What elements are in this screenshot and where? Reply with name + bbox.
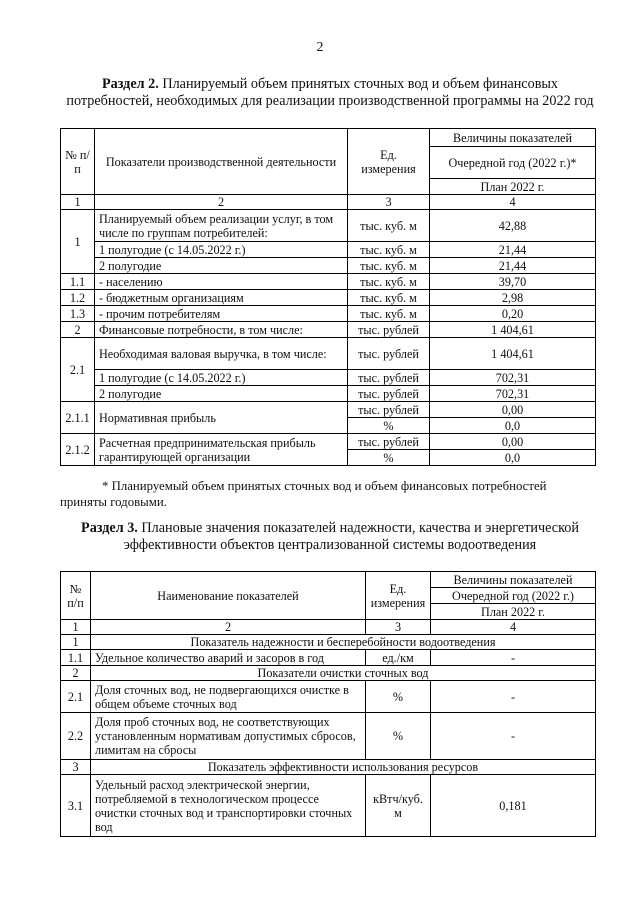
header-year: Очередной год (2022 г.): [431, 588, 596, 604]
row-value: 21,44: [430, 258, 596, 274]
group-title: Показатель эффективности использования ресурсов: [91, 760, 596, 775]
row-num: 2.1.1: [61, 402, 95, 434]
header-name: Наименование показателей: [91, 572, 366, 620]
group-num: 2: [61, 666, 91, 681]
row-unit: %: [366, 713, 431, 760]
index-cell: 4: [430, 195, 596, 210]
section2-heading: [60, 76, 600, 110]
row-unit: %: [366, 681, 431, 713]
row-unit: тыс. куб. м: [348, 242, 430, 258]
section3-heading: [60, 520, 600, 554]
row-unit: %: [348, 418, 430, 434]
row-num: 2.1.2: [61, 434, 95, 466]
row-value: 21,44: [430, 242, 596, 258]
header-plan: План 2022 г.: [430, 179, 596, 195]
row-value: 702,31: [430, 386, 596, 402]
header-plan: План 2022 г.: [431, 604, 596, 620]
row-value: 0,181: [431, 775, 596, 837]
group-num: 1: [61, 635, 91, 650]
index-cell: 3: [366, 620, 431, 635]
header-num: № п/п: [61, 572, 91, 620]
header-name: Показатели производственной деятельности: [95, 129, 348, 195]
index-cell: 3: [348, 195, 430, 210]
section3-heading-label: Раздел 3.: [81, 520, 138, 536]
row-num: 2: [61, 322, 95, 338]
section3-table: [60, 571, 596, 837]
group-title: Показатель надежности и бесперебойности водоотведения: [91, 635, 596, 650]
group-title: Показатели очистки сточных вод: [91, 666, 596, 681]
row-unit: тыс. рублей: [348, 338, 430, 370]
row-num: 2.1: [61, 681, 91, 713]
row-num: 1: [61, 210, 95, 274]
row-name: 1 полугодие (с 14.05.2022 г.): [95, 242, 348, 258]
row-value: 0,0: [430, 450, 596, 466]
row-value: 42,88: [430, 210, 596, 242]
row-unit: тыс. рублей: [348, 322, 430, 338]
row-value: -: [431, 650, 596, 666]
index-cell: 2: [91, 620, 366, 635]
header-values: Величины показателей: [431, 572, 596, 588]
row-value: 1 404,61: [430, 338, 596, 370]
header-unit: Ед. измерения: [348, 129, 430, 195]
row-unit: тыс. рублей: [348, 370, 430, 386]
row-name: Доля сточных вод, не подвергающихся очистке в общем объеме сточных вод: [91, 681, 366, 713]
row-value: 0,0: [430, 418, 596, 434]
row-name: Расчетная предпринимательская прибыль гарантирующей организации: [95, 434, 348, 466]
index-cell: 1: [61, 620, 91, 635]
row-name: Планируемый объем реализации услуг, в том числе по группам потребителей:: [95, 210, 348, 242]
row-unit: тыс. куб. м: [348, 290, 430, 306]
header-values: Величины показателей: [430, 129, 596, 147]
row-name: 1 полугодие (с 14.05.2022 г.): [95, 370, 348, 386]
row-name: - населению: [95, 274, 348, 290]
row-name: 2 полугодие: [95, 258, 348, 274]
header-unit: Ед. измерения: [366, 572, 431, 620]
row-unit: тыс. рублей: [348, 402, 430, 418]
row-name: Нормативная прибыль: [95, 402, 348, 434]
row-value: 2,98: [430, 290, 596, 306]
row-unit: тыс. рублей: [348, 434, 430, 450]
footnote-line: приняты годовыми.: [60, 495, 167, 509]
row-value: 702,31: [430, 370, 596, 386]
section2-footnote: [60, 478, 620, 510]
page-number: 2: [316, 40, 324, 55]
row-name: - прочим потребителям: [95, 306, 348, 322]
row-unit: ед./км: [366, 650, 431, 666]
row-name: Удельный расход электрической энергии, потребляемой в технологическом процессе очистки сточных вод и транспортировки сточных вод: [91, 775, 366, 837]
row-num: 1.1: [61, 274, 95, 290]
row-name: Финансовые потребности, в том числе:: [95, 322, 348, 338]
row-num: 1.3: [61, 306, 95, 322]
row-unit: кВтч/куб. м: [366, 775, 431, 837]
index-cell: 4: [431, 620, 596, 635]
row-unit: тыс. куб. м: [348, 306, 430, 322]
row-name: - бюджетным организациям: [95, 290, 348, 306]
row-unit: %: [348, 450, 430, 466]
section2-heading-text: Планируемый объем принятых сточных вод и объем финансовых потребностей, необходимых для реализации производственной программы на 2022 год: [66, 76, 594, 109]
row-num: 3.1: [61, 775, 91, 837]
group-num: 3: [61, 760, 91, 775]
row-value: 39,70: [430, 274, 596, 290]
header-year: Очередной год (2022 г.)*: [430, 147, 596, 179]
row-value: -: [431, 713, 596, 760]
row-value: 0,20: [430, 306, 596, 322]
index-cell: 2: [95, 195, 348, 210]
section3-heading-text: Плановые значения показателей надежности, качества и энергетической эффективности объектов централизованной системы водоотведения: [123, 520, 579, 553]
row-unit: тыс. куб. м: [348, 210, 430, 242]
row-unit: тыс. рублей: [348, 386, 430, 402]
section2-table: [60, 128, 596, 466]
index-cell: 1: [61, 195, 95, 210]
row-num: 1.1: [61, 650, 91, 666]
row-name: Необходимая валовая выручка, в том числе:: [95, 338, 348, 370]
row-name: Удельное количество аварий и засоров в год: [91, 650, 366, 666]
row-value: 1 404,61: [430, 322, 596, 338]
row-name: Доля проб сточных вод, не соответствующих установленным нормативам допустимых сбросов, лимитам на сбросы: [91, 713, 366, 760]
row-num: 1.2: [61, 290, 95, 306]
row-value: 0,00: [430, 434, 596, 450]
footnote-line: * Планируемый объем принятых сточных вод и объем финансовых потребностей: [102, 479, 547, 493]
row-num: 2.2: [61, 713, 91, 760]
row-unit: тыс. куб. м: [348, 258, 430, 274]
section2-heading-label: Раздел 2.: [101, 76, 159, 92]
header-num: № п/п: [61, 129, 95, 195]
row-num: 2.1: [61, 338, 95, 402]
row-value: 0,00: [430, 402, 596, 418]
row-value: -: [431, 681, 596, 713]
row-unit: тыс. куб. м: [348, 274, 430, 290]
row-name: 2 полугодие: [95, 386, 348, 402]
